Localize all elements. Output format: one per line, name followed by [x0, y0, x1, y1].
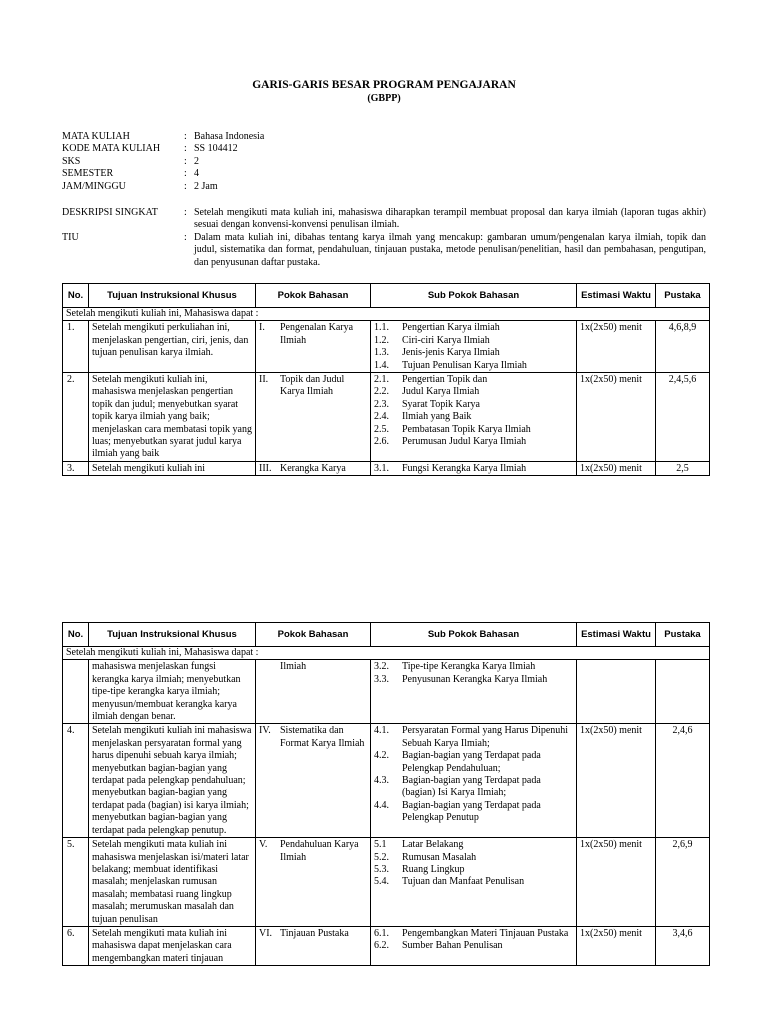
- sub-text: Persyaratan Formal yang Harus Dipenuhi Sebuah Karya Ilmiah;: [402, 725, 569, 749]
- pokok-num: [259, 661, 280, 673]
- sub-text: Pengertian Karya ilmiah: [402, 322, 500, 334]
- header-no: No.: [63, 623, 89, 647]
- sub-text: Fungsi Kerangka Karya Ilmiah: [402, 462, 527, 474]
- sub-text: Rumusan Masalah: [402, 851, 477, 863]
- meta-label: KODE MATA KULIAH: [62, 143, 161, 155]
- row-sub: [371, 660, 577, 724]
- pokok-text: Sistematika dan Format Karya Ilmiah: [280, 725, 365, 749]
- meta-label: SEMESTER: [62, 168, 114, 180]
- row-sub: [371, 461, 577, 475]
- sub-num: 6.2.: [374, 940, 389, 952]
- header-pustaka: Pustaka: [656, 284, 710, 308]
- table-row: [63, 373, 710, 462]
- meta-label: JAM/MINGGU: [62, 180, 126, 192]
- row-pustaka: 3,4,6: [656, 926, 710, 965]
- row-tik: Setelah mengikuti kuliah ini mahasiswa menjelaskan persyaratan formal yang harus dipenuhi sebuah karya ilmiah; menyebutkan bagian-bagian yang terdapat pada pelengkap pendahuluan; menyebutkan bagian-bagian yang terdapat pada (bagian) isi karya ilmiah; menyebutkan bagian-bagian yang terdapat pada pelengkap penutup.: [89, 724, 256, 838]
- pokok-text: Tinjauan Pustaka: [280, 927, 349, 939]
- sub-num: 1.1.: [374, 322, 389, 334]
- header-pokok: Pokok Bahasan: [256, 284, 371, 308]
- document-title: GARIS-GARIS BESAR PROGRAM PENGAJARAN: [252, 79, 516, 91]
- meta-value: SS 104412: [194, 143, 238, 155]
- row-tik: Setelah mengikuti kuliah ini, mahasiswa menjelaskan pengertian topik dan judul; menyebutkan syarat topik karya ilmiah yang baik; menjelaskan cara membatasi topik yang luas; menyebutkan syarat judul karya ilmiah yang baik: [89, 373, 256, 462]
- pokok-text: Pengenalan Karya Ilmiah: [280, 322, 354, 346]
- table-row: [63, 660, 710, 724]
- sub-text: Latar Belakang: [402, 839, 464, 851]
- meta-label: SKS: [62, 155, 81, 167]
- table-row: [63, 926, 710, 965]
- sub-text: Penyusunan Kerangka Karya Ilmiah: [402, 673, 548, 685]
- row-sub: [371, 321, 577, 373]
- sub-text: Judul Karya Ilmiah: [402, 386, 480, 398]
- sub-num: 4.3.: [374, 775, 389, 787]
- row-sub: [371, 373, 577, 462]
- row-no: [63, 660, 89, 724]
- row-no: 4.: [63, 724, 89, 838]
- table-row: [63, 321, 710, 373]
- header-sub: Sub Pokok Bahasan: [371, 623, 577, 647]
- row-no: 2.: [63, 373, 89, 462]
- header-no: No.: [63, 284, 89, 308]
- row-sub: [371, 724, 577, 838]
- pokok-text: Pendahuluan Karya Ilmiah: [280, 839, 359, 863]
- row-sub: [371, 926, 577, 965]
- sub-num: 3.1.: [374, 462, 389, 474]
- table-header-row: [63, 284, 710, 308]
- sub-text: Tujuan Penulisan Karya Ilmiah: [402, 359, 527, 371]
- pokok-num: VI.: [259, 927, 273, 939]
- sub-text: Tujuan dan Manfaat Penulisan: [402, 876, 525, 888]
- pokok-num: I.: [259, 322, 265, 334]
- sub-num: 2.6.: [374, 436, 389, 448]
- intro-text: Setelah mengikuti kuliah ini, Mahasiswa dapat :: [63, 308, 710, 321]
- sub-num: 1.3.: [374, 347, 389, 359]
- header-pokok: Pokok Bahasan: [256, 623, 371, 647]
- meta-value: 4: [194, 168, 199, 180]
- sub-text: Tipe-tipe Kerangka Karya Ilmiah: [402, 661, 536, 673]
- row-pustaka: [656, 660, 710, 724]
- sub-text: Ruang Lingkup: [402, 863, 465, 875]
- sub-text: Sumber Bahan Penulisan: [402, 940, 503, 952]
- meta-colon: :: [184, 180, 187, 192]
- deskripsi-label: DESKRIPSI SINGKAT: [62, 207, 158, 218]
- row-pustaka: 2,6,9: [656, 838, 710, 927]
- row-pustaka: 2,4,5,6: [656, 373, 710, 462]
- sub-text: Bagian-bagian yang Terdapat pada (bagian) Isi Karya Ilmiah;: [402, 775, 541, 799]
- row-no: 3.: [63, 461, 89, 475]
- sub-num: 4.4.: [374, 799, 389, 811]
- row-pustaka: 4,6,8,9: [656, 321, 710, 373]
- row-no: 6.: [63, 926, 89, 965]
- sub-num: 5.4.: [374, 876, 389, 888]
- pokok-num: III.: [259, 462, 272, 474]
- deskripsi-text: Setelah mengikuti mata kuliah ini, mahasiswa diharapkan terampil membuat proposal dan karya ilmiah (laporan tugas akhir) sesuai dengan konvensi-konvensi penulisan ilmiah.: [194, 207, 706, 231]
- sub-num: 2.4.: [374, 411, 389, 423]
- row-no: 1.: [63, 321, 89, 373]
- gbpp-table-page-2: [62, 622, 710, 966]
- meta-colon: :: [184, 168, 187, 180]
- meta-value: 2 Jam: [194, 180, 218, 192]
- table-row: [63, 461, 710, 475]
- pokok-text: Topik dan Judul Karya Ilmiah: [280, 374, 345, 398]
- sub-num: 4.2.: [374, 750, 389, 762]
- row-tik: Setelah mengikuti perkuliahan ini, menjelaskan pengertian, ciri, jenis, dan tujuan penulisan karya ilmiah.: [89, 321, 256, 373]
- table-row: [63, 724, 710, 838]
- meta-colon: :: [184, 131, 187, 142]
- sub-text: Ilmiah yang Baik: [402, 411, 472, 423]
- deskripsi-colon: :: [184, 207, 187, 218]
- row-pokok: [256, 838, 371, 927]
- row-tik: mahasiswa menjelaskan fungsi kerangka karya ilmiah; menyebutkan tipe-tipe kerangka karya ilmiah; menyusun/membuat kerangka karya ilmiah dengan benar.: [89, 660, 256, 724]
- header-sub: Sub Pokok Bahasan: [371, 284, 577, 308]
- header-pustaka: Pustaka: [656, 623, 710, 647]
- row-pustaka: 2,5: [656, 461, 710, 475]
- sub-num: 1.4.: [374, 359, 389, 371]
- pokok-num: IV.: [259, 725, 271, 737]
- sub-num: 5.1: [374, 839, 387, 851]
- row-sub: [371, 838, 577, 927]
- table-header-row: [63, 623, 710, 647]
- row-waktu: 1x(2x50) menit: [577, 926, 656, 965]
- header-tik: Tujuan Instruksional Khusus: [89, 284, 256, 308]
- meta-value: Bahasa Indonesia: [194, 131, 265, 142]
- row-pokok: [256, 724, 371, 838]
- row-pokok: [256, 321, 371, 373]
- row-waktu: 1x(2x50) menit: [577, 373, 656, 462]
- row-pokok: [256, 660, 371, 724]
- sub-text: Pengertian Topik dan: [402, 374, 488, 386]
- sub-num: 5.2.: [374, 851, 389, 863]
- tiu-colon: :: [184, 232, 187, 243]
- sub-text: Jenis-jenis Karya Ilmiah: [402, 347, 500, 359]
- sub-text: Bagian-bagian yang Terdapat pada Pelengkap Penutup: [402, 799, 541, 824]
- intro-text: Setelah mengikuti kuliah ini, Mahasiswa dapat :: [63, 647, 710, 660]
- table-row: [63, 838, 710, 927]
- sub-text: Syarat Topik Karya: [402, 398, 480, 410]
- meta-colon: :: [184, 143, 187, 155]
- sub-num: 2.1.: [374, 374, 389, 386]
- sub-num: 6.1.: [374, 927, 389, 939]
- sub-num: 2.3.: [374, 398, 389, 410]
- row-waktu: 1x(2x50) menit: [577, 724, 656, 838]
- sub-text: Pembatasan Topik Karya Ilmiah: [402, 423, 531, 435]
- pokok-num: II.: [259, 374, 269, 386]
- row-tik: Setelah mengikuti kuliah ini: [89, 461, 256, 475]
- sub-num: 4.1.: [374, 725, 389, 737]
- meta-colon: :: [184, 155, 187, 167]
- sub-text: Ciri-ciri Karya Ilmiah: [402, 334, 490, 346]
- sub-num: 1.2.: [374, 334, 389, 346]
- row-waktu: 1x(2x50) menit: [577, 321, 656, 373]
- pokok-text: Ilmiah: [280, 661, 307, 673]
- pokok-text: Kerangka Karya: [280, 462, 346, 474]
- gbpp-table-page-1: [62, 283, 710, 476]
- sub-num: 2.2.: [374, 386, 389, 398]
- header-estimasi: Estimasi Waktu: [577, 623, 656, 647]
- table-intro-row: [63, 308, 710, 321]
- row-waktu: 1x(2x50) menit: [577, 838, 656, 927]
- pokok-num: V.: [259, 839, 268, 851]
- row-waktu: [577, 660, 656, 724]
- table-intro-row: [63, 647, 710, 660]
- meta-label: MATA KULIAH: [62, 131, 130, 142]
- tiu-label: TIU: [62, 232, 79, 243]
- sub-num: 3.2.: [374, 661, 389, 673]
- header-tik: Tujuan Instruksional Khusus: [89, 623, 256, 647]
- row-pustaka: 2,4,6: [656, 724, 710, 838]
- document-subtitle: (GBPP): [367, 93, 401, 104]
- sub-text: Perumusan Judul Karya Ilmiah: [402, 436, 527, 448]
- header-estimasi: Estimasi Waktu: [577, 284, 656, 308]
- sub-num: 5.3.: [374, 863, 389, 875]
- row-pokok: [256, 926, 371, 965]
- row-pokok: [256, 373, 371, 462]
- row-tik: Setelah mengikuti mata kuliah ini mahasiswa menjelaskan isi/materi latar belakang; membuat identifikasi masalah; menjelaskan rumusan masalah; membatasi ruang lingkup masalah; merumuskan masalah dan tujuan penulisan: [89, 838, 256, 927]
- sub-text: Pengembangkan Materi Tinjauan Pustaka: [402, 927, 569, 939]
- sub-num: 3.3.: [374, 673, 389, 685]
- row-tik: Setelah mengikuti mata kuliah ini mahasiswa dapat menjelaskan cara mengembangkan materi tinjauan: [89, 926, 256, 965]
- tiu-text: Dalam mata kuliah ini, dibahas tentang karya ilmah yang mencakup: gambaran umum/pengenalan karya ilmiah, topik dan judul, sistematika dan format, pendahuluan, tinjauan pustaka, metode penulisan/penelitian, hasil dan pembahasan, pengutipan, dan penyusunan daftar pustaka.: [194, 232, 706, 268]
- row-waktu: 1x(2x50) menit: [577, 461, 656, 475]
- meta-value: 2: [194, 155, 199, 167]
- row-pokok: [256, 461, 371, 475]
- sub-text: Bagian-bagian yang Terdapat pada Pelengkap Pendahuluan;: [402, 750, 541, 774]
- sub-num: 2.5.: [374, 423, 389, 435]
- row-no: 5.: [63, 838, 89, 927]
